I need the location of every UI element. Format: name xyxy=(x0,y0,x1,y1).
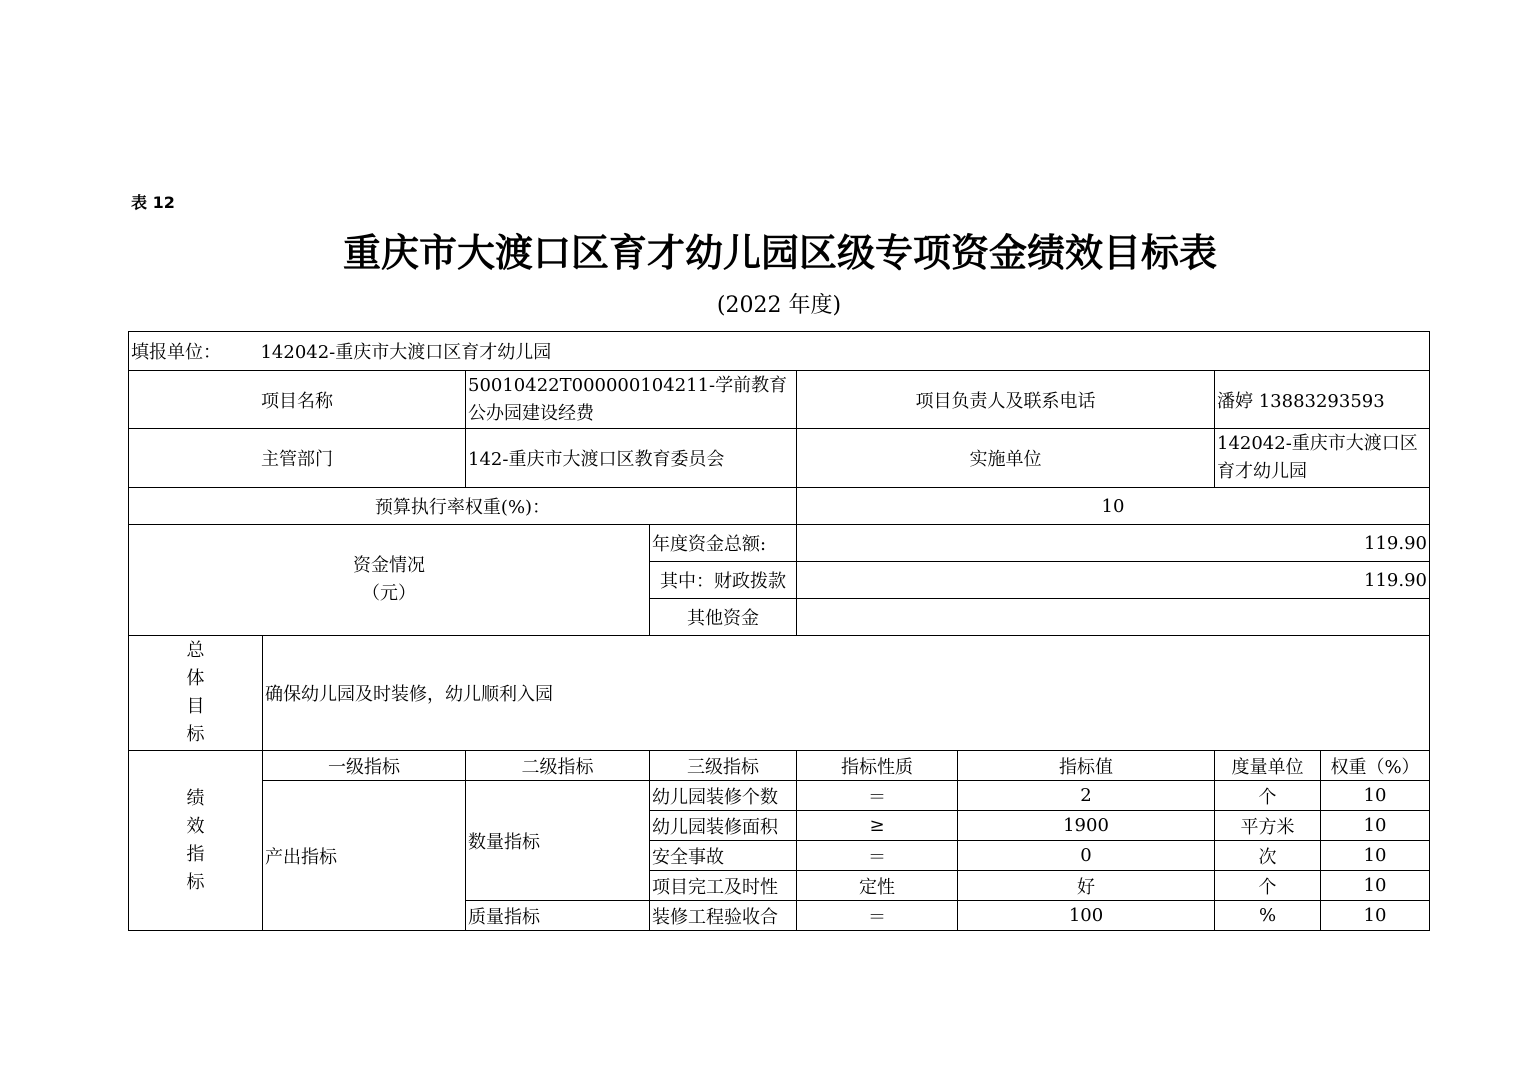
overall-goal-row xyxy=(129,636,1430,751)
project-name-value: 50010422T000000104211-学前教育公办园建设经费 xyxy=(466,371,797,429)
level1-output: 产出指标 xyxy=(263,781,466,931)
nature-cell: ＝ xyxy=(797,841,958,871)
nature-cell: ＝ xyxy=(797,781,958,811)
weight-cell: 10 xyxy=(1321,901,1430,931)
impl-unit-value: 142042-重庆市大渡口区育才幼儿园 xyxy=(1215,429,1430,488)
unit-cell xyxy=(129,332,1430,371)
dept-label: 主管部门 xyxy=(129,429,466,488)
value-cell: 0 xyxy=(958,841,1215,871)
unit-cell: 个 xyxy=(1215,871,1321,901)
contact-label: 项目负责人及联系电话 xyxy=(797,371,1215,429)
weight-cell: 10 xyxy=(1321,871,1430,901)
nature-cell: ≥ xyxy=(797,811,958,841)
weight-cell: 10 xyxy=(1321,841,1430,871)
weight-cell: 10 xyxy=(1321,811,1430,841)
header-level2: 二级指标 xyxy=(466,751,650,781)
unit-cell: % xyxy=(1215,901,1321,931)
project-name-label: 项目名称 xyxy=(129,371,466,429)
nature-cell: 定性 xyxy=(797,871,958,901)
level3-cell: 安全事故 xyxy=(650,841,797,871)
overall-goal-label: 总 体 目 标 xyxy=(129,636,263,751)
funds-total-label: 年度资金总额: xyxy=(650,525,797,562)
performance-table xyxy=(128,331,1430,931)
unit-value: 142042-重庆市大渡口区育才幼儿园 xyxy=(260,342,552,363)
header-value: 指标值 xyxy=(958,751,1215,781)
unit-cell: 个 xyxy=(1215,781,1321,811)
budget-rate-value: 10 xyxy=(797,488,1430,525)
dept-row xyxy=(129,429,1430,488)
unit-row xyxy=(129,332,1430,371)
level3-cell: 幼儿园装修面积 xyxy=(650,811,797,841)
value-cell: 好 xyxy=(958,871,1215,901)
header-nature: 指标性质 xyxy=(797,751,958,781)
project-row xyxy=(129,371,1430,429)
page-title: 重庆市大渡口区育才幼儿园区级专项资金绩效目标表 xyxy=(342,231,1217,275)
weight-cell: 10 xyxy=(1321,781,1430,811)
budget-rate-label: 预算执行率权重(%)： xyxy=(129,488,797,525)
value-cell: 1900 xyxy=(958,811,1215,841)
nature-cell: ＝ xyxy=(797,901,958,931)
funds-total-row xyxy=(129,525,1430,562)
value-cell: 100 xyxy=(958,901,1215,931)
funds-fiscal-label: 其中：财政拨款 xyxy=(650,562,797,599)
year-subtitle: (2022 年度) xyxy=(716,293,842,318)
unit-label: 填报单位： xyxy=(131,342,221,363)
funds-other-label: 其他资金 xyxy=(650,599,797,636)
funds-label: 资金情况 （元） xyxy=(129,525,650,636)
funds-total-value: 119.90 xyxy=(797,525,1430,562)
level3-cell: 项目完工及时性 xyxy=(650,871,797,901)
contact-value: 潘婷 13883293593 xyxy=(1215,371,1430,429)
funds-other-value xyxy=(797,599,1430,636)
indicator-header-row xyxy=(129,751,1430,781)
value-cell: 2 xyxy=(958,781,1215,811)
funds-fiscal-value: 119.90 xyxy=(797,562,1430,599)
header-unit: 度量单位 xyxy=(1215,751,1321,781)
unit-cell: 平方米 xyxy=(1215,811,1321,841)
budget-rate-row xyxy=(129,488,1430,525)
level2-quality: 质量指标 xyxy=(466,901,650,931)
level3-cell: 装修工程验收合 xyxy=(650,901,797,931)
unit-cell: 次 xyxy=(1215,841,1321,871)
overall-goal-value: 确保幼儿园及时装修，幼儿顺利入园 xyxy=(263,636,1430,751)
indicators-label: 绩 效 指 标 xyxy=(129,751,263,931)
dept-value: 142-重庆市大渡口区教育委员会 xyxy=(466,429,797,488)
impl-unit-label: 实施单位 xyxy=(797,429,1215,488)
level3-cell: 幼儿园装修个数 xyxy=(650,781,797,811)
header-level1: 一级指标 xyxy=(263,751,466,781)
level2-quantity: 数量指标 xyxy=(466,781,650,901)
table-row xyxy=(129,781,1430,811)
header-level3: 三级指标 xyxy=(650,751,797,781)
table-number: 表 12 xyxy=(131,193,175,212)
header-weight: 权重（%） xyxy=(1321,751,1430,781)
